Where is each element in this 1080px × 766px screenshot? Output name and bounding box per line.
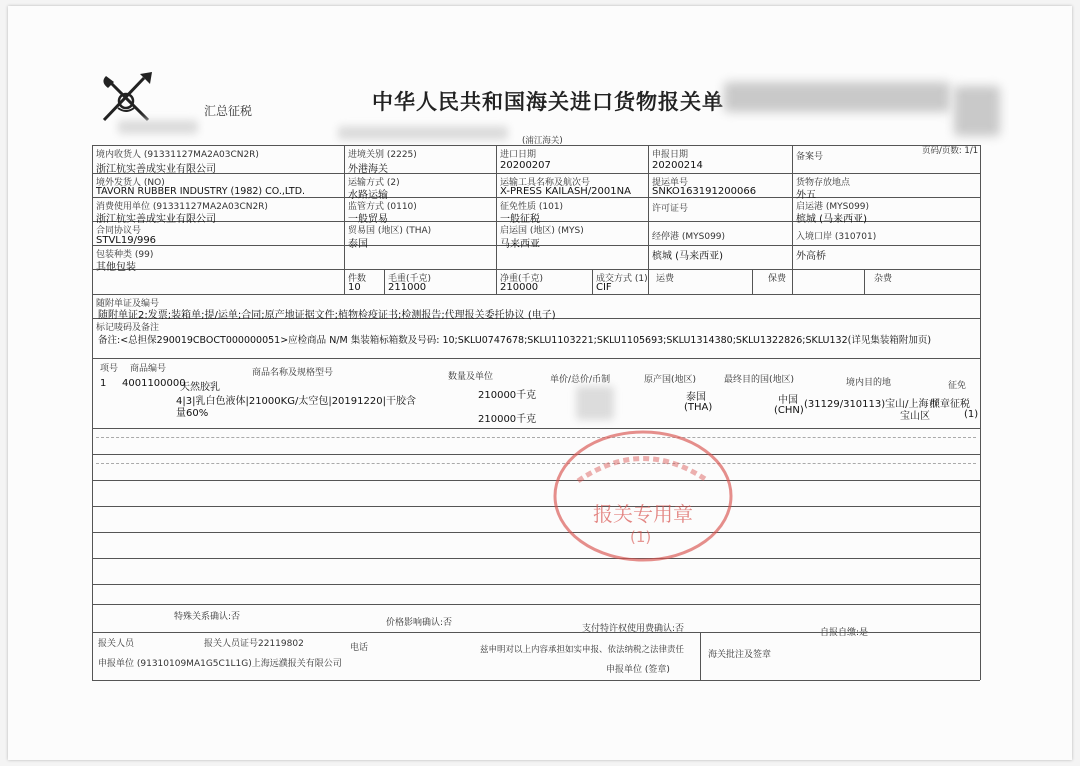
redacted-barcode [954,86,1000,136]
import-date-value: 20200207 [500,160,551,171]
goods-name-header: 商品名称及规格型号 [252,368,334,378]
consumer-value: 浙江杭实善成实业有限公司 [96,214,216,225]
declare-date-value: 20200214 [652,160,703,171]
vessel-label: 运输工具名称及航次号 [500,178,591,188]
royalty: 支付特许权使用费确认:否 [582,624,685,634]
tax-mark: 汇总征税 [204,104,253,118]
net-value: 210000 [500,282,539,293]
bl-value: SNKO163191200066 [652,186,757,197]
document-title: 中华人民共和国海关进口货物报关单 [372,89,724,114]
goods-domestic-line2: 宝山区 [900,411,930,422]
package-label: 包装种类 (99) [96,250,154,260]
stamp-line1: 报关专用章 [593,502,693,526]
goods-domestic-line1: (31129/310113)宝山/上海市 [804,399,939,410]
stamp-line2: (1) [630,528,652,546]
declare-date-label: 申报日期 [652,150,689,160]
price-influence: 价格影响确认:否 [386,618,453,628]
goods-name-line1: 天然胶乳 [180,382,220,393]
import-date-label: 进口日期 [500,150,537,160]
levy-label: 征免性质 (101) [500,202,564,212]
redacted-pre-entry [118,120,198,134]
goods-code: 4001100000 [122,378,186,389]
statement: 兹申明对以上内容承担如实申报、依法纳税之法律责任 [480,645,685,655]
storage-label: 货物存放地点 [796,178,851,188]
pieces-value: 10 [348,282,361,293]
goods-name-line3: 量60% [176,408,209,419]
declaration-sheet [8,6,1072,760]
customs-emblem-icon [96,68,156,126]
insurance-label: 保费 [768,274,787,284]
self-report: 自报自缴:是 [820,628,869,638]
goods-origin-header: 原产国(地区) [644,375,697,385]
goods-dest-line1: 中国 [778,395,798,406]
misc-label: 杂费 [874,274,893,284]
license-label: 许可证号 [652,204,689,214]
dep-port-label: 启运港 (MYS099) [796,202,870,212]
goods-qty-line1: 210000千克 [478,390,537,401]
record-no-label: 备案号 [796,152,824,162]
deal-label: 成交方式 (1) [596,274,648,284]
gross-label: 毛重(千克) [388,274,432,284]
declarant-cert: 报关人员证号22119802 [204,639,304,649]
entry-point-value: 外高桥 [796,251,826,262]
redacted-doc-number [724,82,950,112]
goods-price-header: 单价/总价/币制 [550,375,611,385]
declarer-seal: 申报单位 (签章) [606,665,670,675]
shipper-value: TAVORN RUBBER INDUSTRY (1982) CO.,LTD. [96,186,306,197]
goods-name-line2: 4|3|乳白色液体|21000KG/太空包|20191220|干胶含 [176,396,416,407]
deal-value: CIF [596,282,612,293]
trade-country-label: 贸易国 (地区) (THA) [348,226,432,236]
consumer-label: 消费使用单位 (91331127MA2A03CN2R) [96,202,268,212]
transport-value: 水路运输 [348,190,388,201]
storage-value: 外五 [796,190,816,201]
goods-origin-line1: 泰国 [686,392,706,403]
declarant-label: 报关人员 [98,639,135,649]
supervision-label: 监管方式 (0110) [348,202,417,212]
consignee-value: 浙江杭实善成实业有限公司 [96,164,216,175]
goods-code-header: 商品编号 [130,364,167,374]
marks-label: 标记唛码及备注 [96,323,160,333]
goods-levy-line2: (1) [964,409,979,420]
goods-qty-header: 数量及单位 [448,372,494,382]
goods-item-no: 1 [100,378,107,389]
entry-port-label: 进境关别 (2225) [348,150,417,160]
consignee-label: 境内收货人 (91331127MA2A03CN2R) [96,150,259,160]
phone-label: 电话 [350,643,369,653]
goods-origin-line2: (THA) [684,402,713,413]
docs-value: 随附单证2:发票;装箱单;提/运单;合同;原产地证据文件;植物检疫证书;检测报告;代理报关委托协议 (电子) [98,310,556,321]
goods-qty-line2: 210000千克 [478,414,537,425]
bl-label: 提运单号 [652,178,689,188]
goods-levy-header: 征免 [948,381,967,391]
redacted-entry-no [338,126,508,140]
package-value: 其他包装 [96,262,136,273]
dep-port-value: 槟城 (马来西亚) [796,214,867,225]
net-label: 净重(千克) [500,274,544,284]
goods-levy-line1: 照章征税 [930,399,970,410]
pieces-label: 件数 [348,274,367,284]
redacted-price [576,386,614,420]
trade-country-value: 泰国 [348,239,368,250]
goods-dest-header: 最终目的国(地区) [724,375,795,385]
freight-label: 运费 [656,274,675,284]
goods-dest-line2: (CHN) [774,405,804,416]
origin-country-label: 启运国 (地区) (MYS) [500,226,584,236]
gross-value: 211000 [388,282,427,293]
declarer: 申报单位 (91310109MA1G5C1L1G)上海远濮报关有限公司 [98,659,342,669]
page-info: 页码/页数: 1/1 [922,146,979,156]
contract-value: STVL19/996 [96,235,157,246]
goods-item-no-header: 项号 [100,364,119,374]
origin-country-value: 马来西亚 [500,239,540,250]
supervision-value: 一般贸易 [348,214,388,225]
entry-port-value: 外港海关 [348,164,388,175]
special-relation: 特殊关系确认:否 [174,612,241,622]
transport-label: 运输方式 (2) [348,178,400,188]
contract-label: 合同协议号 [96,226,142,236]
via-port-value: 槟城 (马来西亚) [652,251,723,262]
via-port-label: 经停港 (MYS099) [652,232,726,242]
levy-value: 一般征税 [500,214,540,225]
marks-value: 备注:<总担保290019CBOCT000000051>应检商品 N/M 集装箱标箱数及号码: 10;SKLU0747678;SKLU1103221;SKLU1105693;SKLU1314380;SKLU1322826;SKLU132(详见集装箱附加页) [98,335,932,346]
entry-point-label: 入境口岸 (310701) [796,232,877,242]
docs-label: 随附单证及编号 [96,299,160,309]
goods-domestic-header: 境内目的地 [846,378,892,388]
vessel-value: X-PRESS KAILASH/2001NA [500,186,631,197]
customs-office: (浦江海关) [522,136,563,146]
customs-approval: 海关批注及签章 [708,650,772,660]
shipper-label: 境外发货人 (NO) [96,178,165,188]
